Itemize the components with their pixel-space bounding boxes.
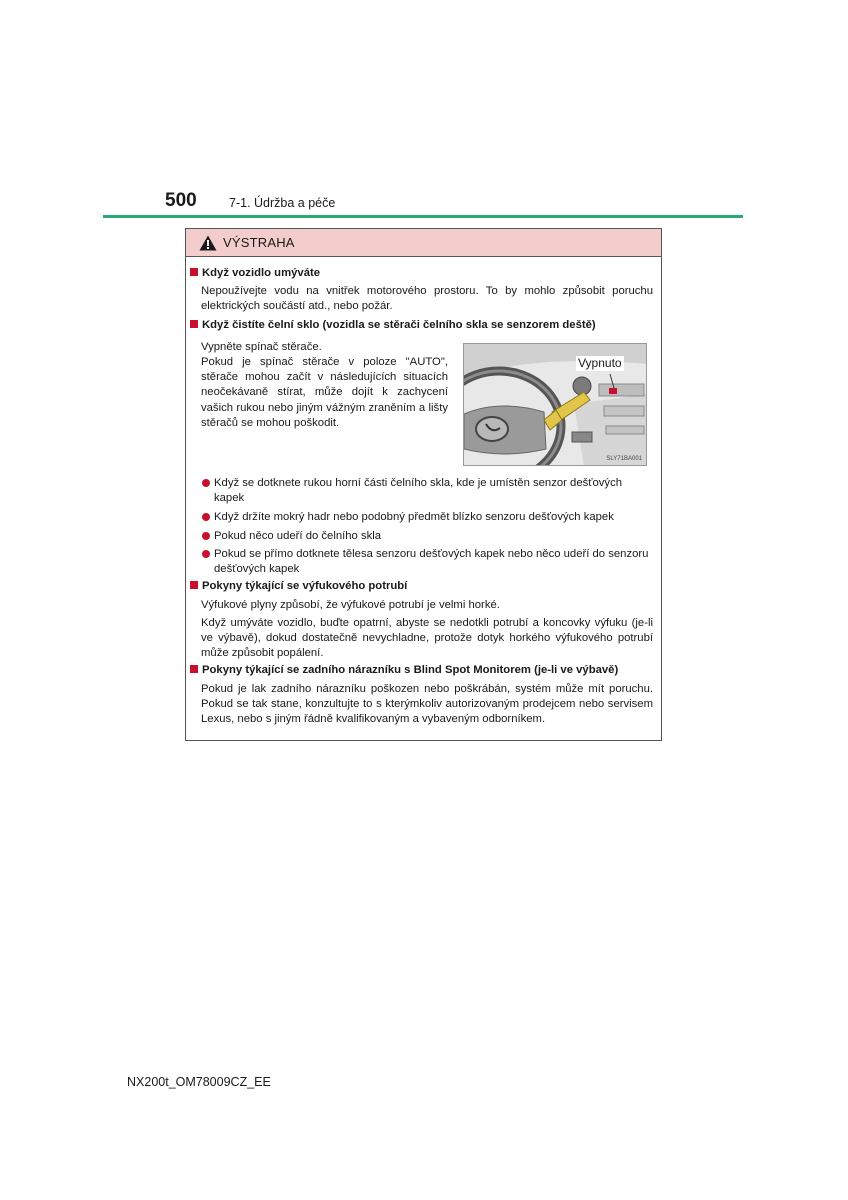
square-marker-icon (190, 581, 198, 589)
section-heading: Pokyny týkající se zadního nárazníku s Blind Spot Monitorem (je-li ve výbavě) (190, 664, 618, 676)
section-heading: Pokyny týkající se výfukového potrubí (190, 580, 407, 592)
page-number: 500 (165, 190, 197, 211)
paragraph: Když umýváte vozidlo, buďte opatrní, abyste se nedotkli potrubí a koncovky výfuku (je-li ve výbavě), dokud dostatečně nevychladne, protože dotyk horkého výfukového potrubí může způsobit popálení. (201, 617, 653, 660)
list-item (202, 476, 654, 506)
document-id: NX200t_OM78009CZ_EE (127, 1075, 271, 1089)
round-bullet-icon (202, 550, 210, 558)
list-item (202, 529, 654, 544)
list-item-text: Když držíte mokrý hadr nebo podobný předmět blízko senzoru dešťových kapek (214, 511, 614, 523)
section-title: 7-1. Údržba a péče (229, 196, 336, 210)
list-item (202, 547, 654, 577)
paragraph: Výfukové plyny způsobí, že výfukové potrubí je velmi horké. (201, 599, 500, 611)
warning-header (186, 229, 661, 257)
square-marker-icon (190, 665, 198, 673)
paragraph: Vypněte spínač stěrače. (201, 341, 322, 353)
section-heading: Když čistíte čelní sklo (vozidla se stěrači čelního skla se senzorem deště) (190, 319, 596, 331)
header-rule (103, 215, 743, 218)
section-heading: Když vozidlo umýváte (190, 267, 320, 279)
list-item-text: Když se dotknete rukou horní části čelního skla, kde je umístěn senzor dešťových kapek (214, 477, 623, 505)
paragraph: Pokud je spínač stěrače v poloze "AUTO", stěrače mohou začít v následujících situacích neočekávaně stírat, může dojít k zachycení vašich rukou nebo jiným vážným zraněním a lišty stěračů se mohou poškodit. (201, 356, 448, 429)
square-marker-icon (190, 268, 198, 276)
figure-code: SLY71BA001 (606, 456, 642, 462)
paragraph: Pokud je lak zadního nárazníku poškozen nebo poškrábán, systém může mít poruchu. Pokud se tak stane, konzultujte to s kterýmkoliv autorizovaným prodejcem nebo servisem Lexus, nebo s jiným řádně kvalifikovaným a vybaveným odborníkem. (201, 683, 653, 726)
list-item (202, 510, 654, 525)
warning-triangle-icon (199, 235, 217, 251)
round-bullet-icon (202, 479, 210, 487)
list-item-text: Pokud se přímo dotknete tělesa senzoru dešťových kapek nebo něco udeří do senzoru dešťových kapek (214, 548, 649, 576)
figure-label: Vypnuto (578, 356, 622, 370)
round-bullet-icon (202, 513, 210, 521)
list-item-text: Pokud něco udeří do čelního skla (214, 530, 382, 542)
warning-title: VÝSTRAHA (223, 235, 295, 250)
paragraph: Nepoužívejte vodu na vnitřek motorového prostoru. To by mohlo způsobit poruchu elektrických součástí atd., nebo požár. (201, 285, 653, 313)
wiper-switch-figure (463, 343, 647, 466)
round-bullet-icon (202, 532, 210, 540)
square-marker-icon (190, 320, 198, 328)
